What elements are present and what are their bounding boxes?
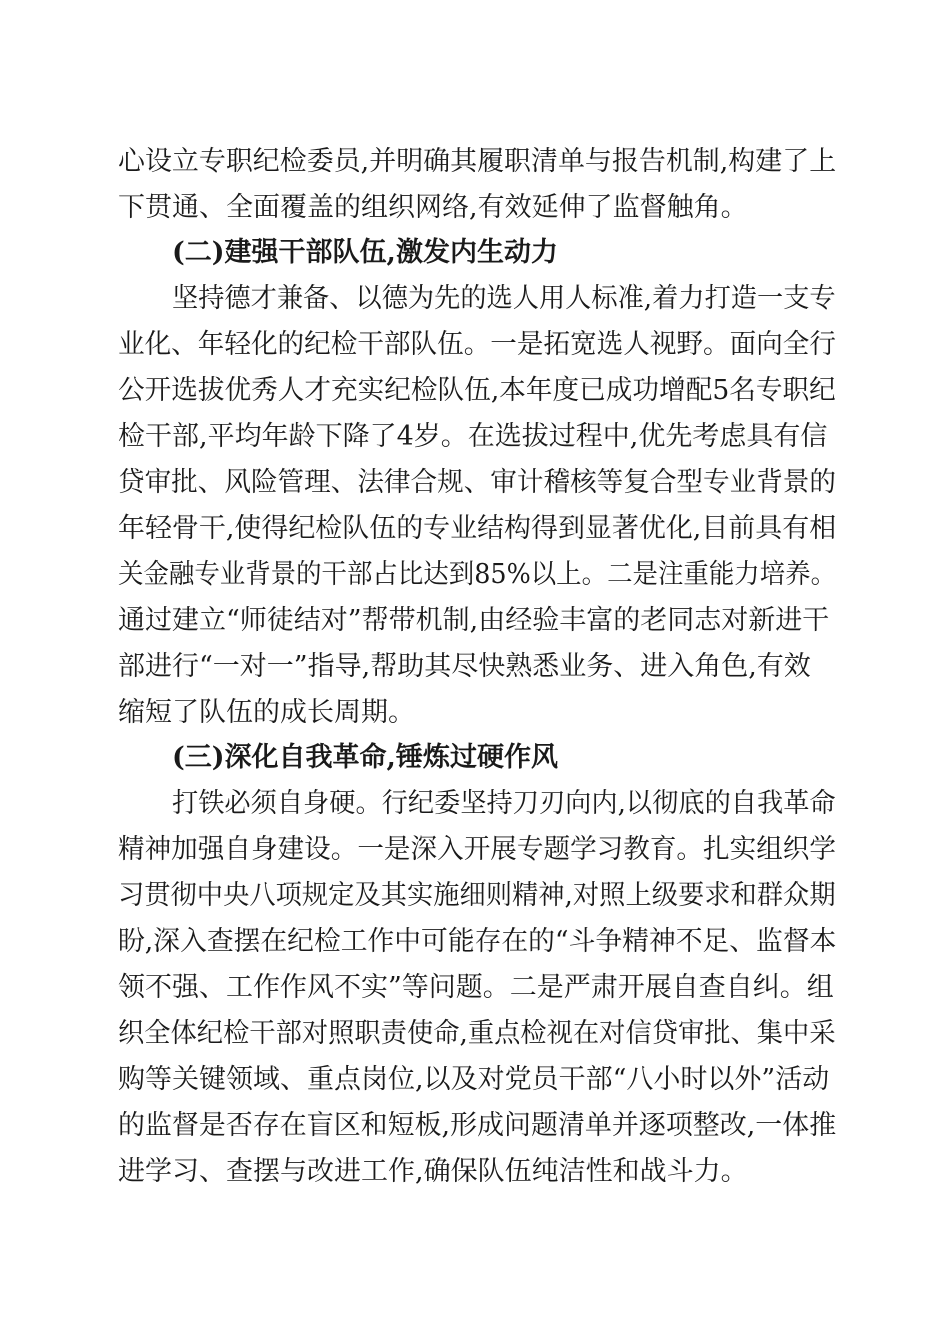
paragraph-line	[0, 139, 950, 185]
line-text: 织全体纪检干部对照职责使命,重点检视在对信贷审批、集中采	[118, 1018, 836, 1049]
line-text: 部进行“一对一”指导,帮助其尽快熟悉业务、进入角色,有效	[118, 651, 811, 682]
paragraph-line	[0, 552, 950, 598]
line-text: 心设立专职纪检委员,并明确其履职清单与报告机制,构建了上	[118, 146, 837, 177]
line-text: 下贯通、全面覆盖的组织网络,有效延伸了监督触角。	[118, 192, 748, 223]
paragraph-line	[0, 414, 950, 460]
paragraph-line	[0, 781, 950, 827]
paragraph-line	[0, 1103, 950, 1149]
paragraph-line	[0, 368, 950, 414]
section-heading	[0, 735, 950, 781]
paragraph-line	[0, 185, 950, 231]
paragraph-line	[0, 644, 950, 690]
paragraph-line	[0, 1057, 950, 1103]
line-text: 缩短了队伍的成长周期。	[118, 697, 415, 728]
line-text: 精神加强自身建设。一是深入开展专题学习教育。扎实组织学	[118, 834, 836, 865]
line-text: 进学习、查摆与改进工作,确保队伍纯洁性和战斗力。	[118, 1156, 748, 1187]
paragraph-line	[0, 965, 950, 1011]
line-text: 购等关键领域、重点岗位,以及对党员干部“八小时以外”活动	[118, 1064, 830, 1095]
section-heading-text: (二)建强干部队伍,激发内生动力	[172, 237, 558, 268]
section-heading-text: (三)深化自我革命,锤炼过硬作风	[172, 742, 558, 773]
line-text: 领不强、工作作风不实”等问题。二是严肃开展自查自纠。组	[118, 972, 834, 1003]
line-text: 关金融专业背景的干部占比达到85%以上。二是注重能力培养。	[118, 559, 837, 590]
line-text: 坚持德才兼备、以德为先的选人用人标准,着力打造一支专	[172, 283, 836, 314]
paragraph-line	[0, 873, 950, 919]
paragraph-line	[0, 1011, 950, 1057]
paragraph-line	[0, 460, 950, 506]
line-text: 打铁必须自身硬。行纪委坚持刀刃向内,以彻底的自我革命	[172, 788, 836, 819]
line-text: 通过建立“师徒结对”帮带机制,由经验丰富的老同志对新进干	[118, 605, 830, 636]
line-text: 贷审批、风险管理、法律合规、审计稽核等复合型专业背景的	[118, 467, 836, 498]
paragraph-line	[0, 690, 950, 736]
paragraph-line	[0, 598, 950, 644]
line-text: 业化、年轻化的纪检干部队伍。一是拓宽选人视野。面向全行	[118, 329, 836, 360]
section-heading	[0, 230, 950, 276]
line-text: 检干部,平均年龄下降了4岁。在选拔过程中,优先考虑具有信	[118, 421, 828, 452]
paragraph-line	[0, 1149, 950, 1195]
line-text: 习贯彻中央八项规定及其实施细则精神,对照上级要求和群众期	[118, 880, 836, 911]
line-text: 公开选拔优秀人才充实纪检队伍,本年度已成功增配5名专职纪	[118, 375, 836, 406]
line-text: 盼,深入查摆在纪检工作中可能存在的“斗争精神不足、监督本	[118, 926, 837, 957]
line-text: 的监督是否存在盲区和短板,形成问题清单并逐项整改,一体推	[118, 1110, 837, 1141]
paragraph-line	[0, 322, 950, 368]
line-text: 年轻骨干,使得纪检队伍的专业结构得到显著优化,目前具有相	[118, 513, 837, 544]
paragraph-line	[0, 827, 950, 873]
paragraph-line	[0, 506, 950, 552]
paragraph-line	[0, 276, 950, 322]
paragraph-line	[0, 919, 950, 965]
